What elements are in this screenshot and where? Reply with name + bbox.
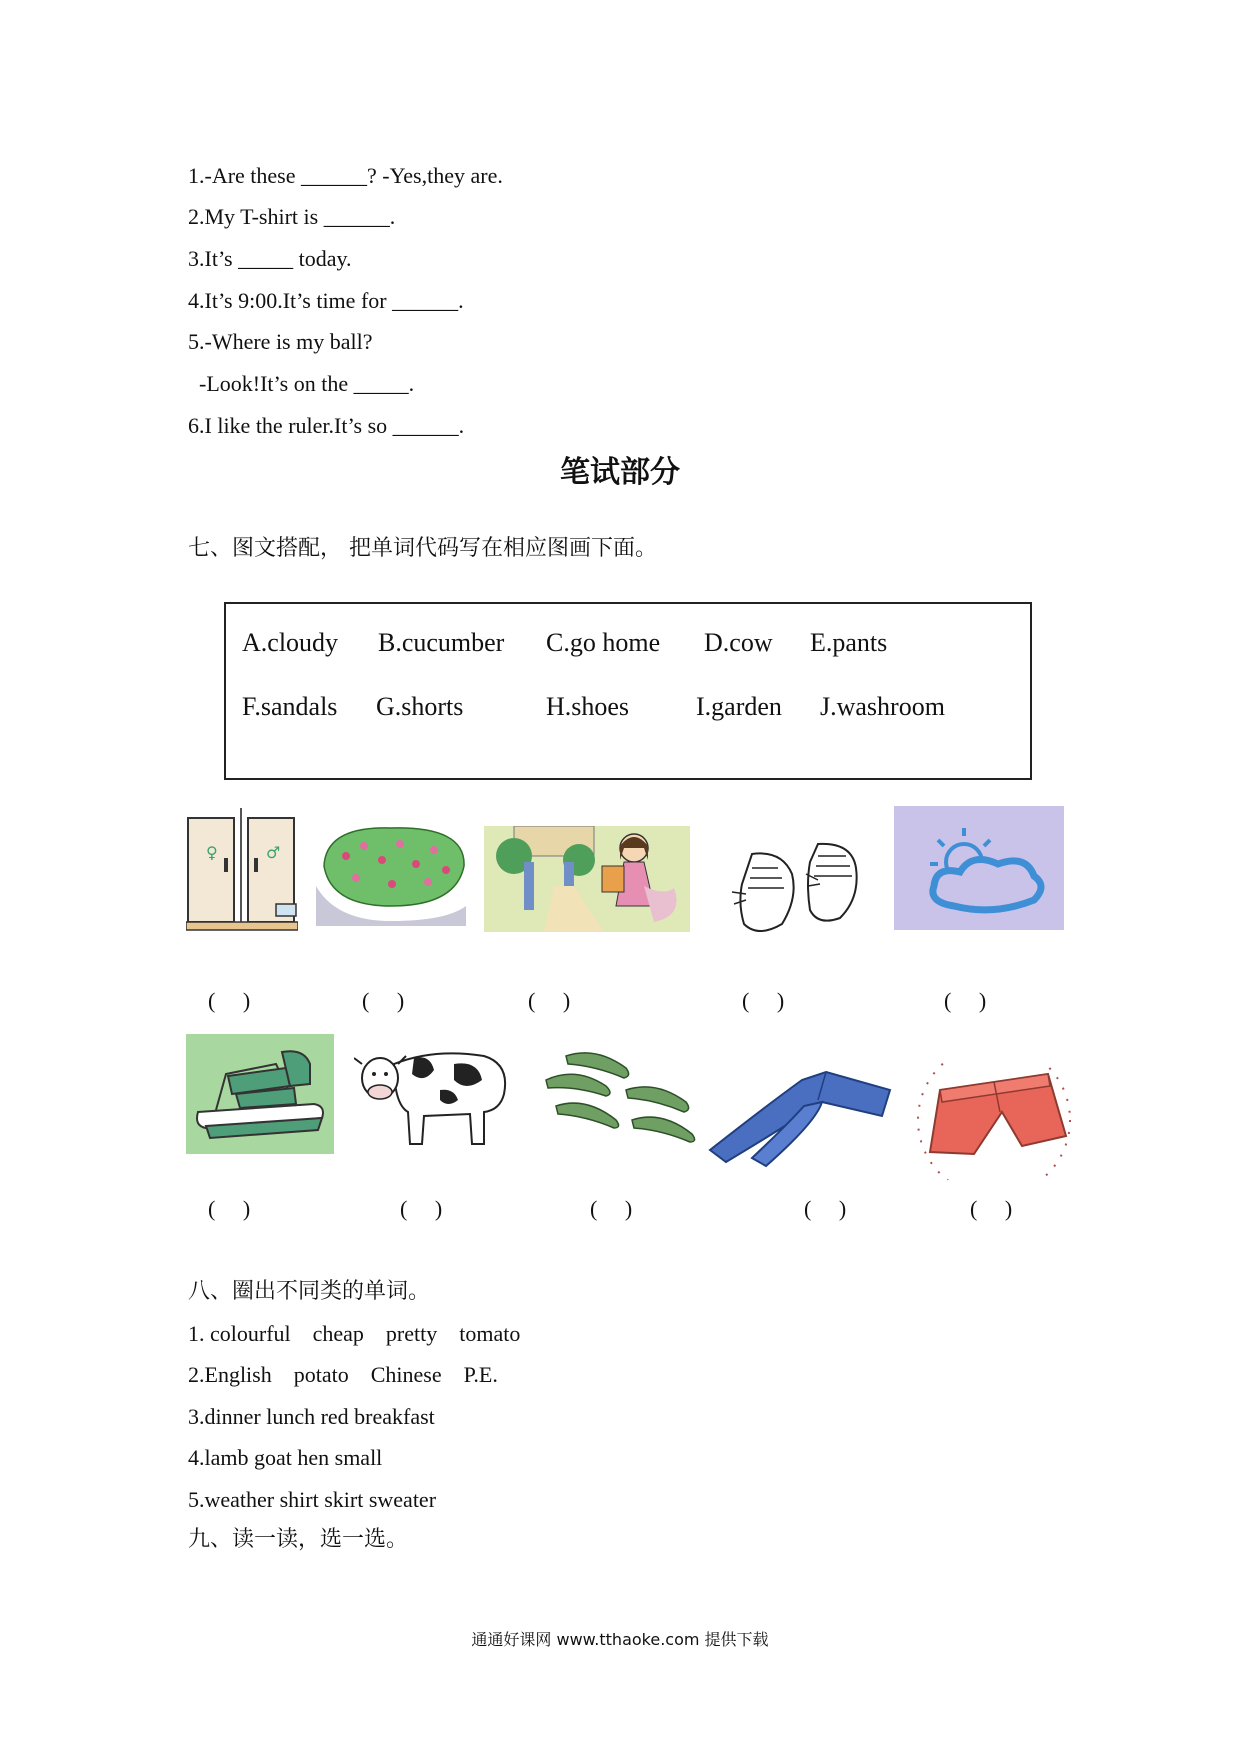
listening-item-3: 3.It’s _____ today. [188, 246, 352, 271]
odd-word-item-1: 1. colourful cheap pretty tomato [188, 1321, 521, 1346]
sandals-picture [186, 1034, 334, 1154]
section-9-heading: 九、读一读，选一选。 [188, 1527, 409, 1552]
svg-text:♂: ♂ [266, 843, 281, 862]
answer-blank-4[interactable]: ( ) [742, 988, 785, 1013]
odd-word-item-3: 3.dinner lunch red breakfast [188, 1404, 435, 1429]
listening-item-2: 2.My T-shirt is ______. [188, 204, 396, 229]
odd-word-item-5: 5.weather shirt skirt sweater [188, 1487, 437, 1512]
shorts-picture [910, 1062, 1080, 1180]
option-e: E.pants [810, 628, 888, 657]
listening-item-5: 5.-Where is my ball? [188, 329, 373, 354]
page-title: 笔试部分 [560, 455, 680, 490]
option-i: I.garden [696, 692, 782, 721]
footer-credit: 通通好课网 www.tthaoke.com 提供下载 [471, 1630, 769, 1649]
option-b: B.cucumber [378, 628, 505, 657]
option-h: H.shoes [546, 692, 630, 721]
section-8-heading: 八、圈出不同类的单词。 [188, 1279, 431, 1304]
listening-item-1: 1.-Are these ______? -Yes,they are. [188, 163, 503, 188]
answer-blank-9[interactable]: ( ) [804, 1196, 847, 1221]
svg-text:♀: ♀ [206, 843, 218, 862]
listening-item-6: 6.I like the ruler.It’s so ______. [188, 413, 465, 438]
pants-picture [706, 1066, 892, 1170]
cow-picture [354, 1034, 518, 1152]
answer-blank-3[interactable]: ( ) [528, 988, 571, 1013]
listening-item-4: 4.It’s 9:00.It’s time for ______. [188, 288, 464, 313]
answer-blank-10[interactable]: ( ) [970, 1196, 1013, 1221]
option-a: A.cloudy [242, 628, 339, 657]
odd-word-item-4: 4.lamb goat hen small [188, 1445, 383, 1470]
odd-word-item-2: 2.English potato Chinese P.E. [188, 1362, 498, 1387]
answer-blank-1[interactable]: ( ) [208, 988, 251, 1013]
option-g: G.shorts [376, 692, 464, 721]
shoes-picture [722, 834, 874, 942]
flower-garden-picture [316, 826, 466, 926]
answer-blank-7[interactable]: ( ) [400, 1196, 443, 1221]
listening-item-5-answer: -Look!It’s on the _____. [188, 371, 415, 396]
answer-blank-2[interactable]: ( ) [362, 988, 405, 1013]
answer-blank-5[interactable]: ( ) [944, 988, 987, 1013]
option-c: C.go home [546, 628, 661, 657]
option-d: D.cow [704, 628, 773, 657]
washroom-doors-picture [186, 808, 298, 938]
answer-blank-6[interactable]: ( ) [208, 1196, 251, 1221]
answer-blank-8[interactable]: ( ) [590, 1196, 633, 1221]
word-box [224, 602, 1032, 780]
cloudy-sun-picture [894, 806, 1064, 930]
section-7-heading: 七、图文搭配， 把单词代码写在相应图画下面。 [188, 536, 657, 561]
cucumbers-picture [536, 1046, 706, 1158]
option-j: J.washroom [820, 692, 945, 721]
option-f: F.sandals [242, 692, 338, 721]
girl-going-home-picture [484, 826, 690, 932]
